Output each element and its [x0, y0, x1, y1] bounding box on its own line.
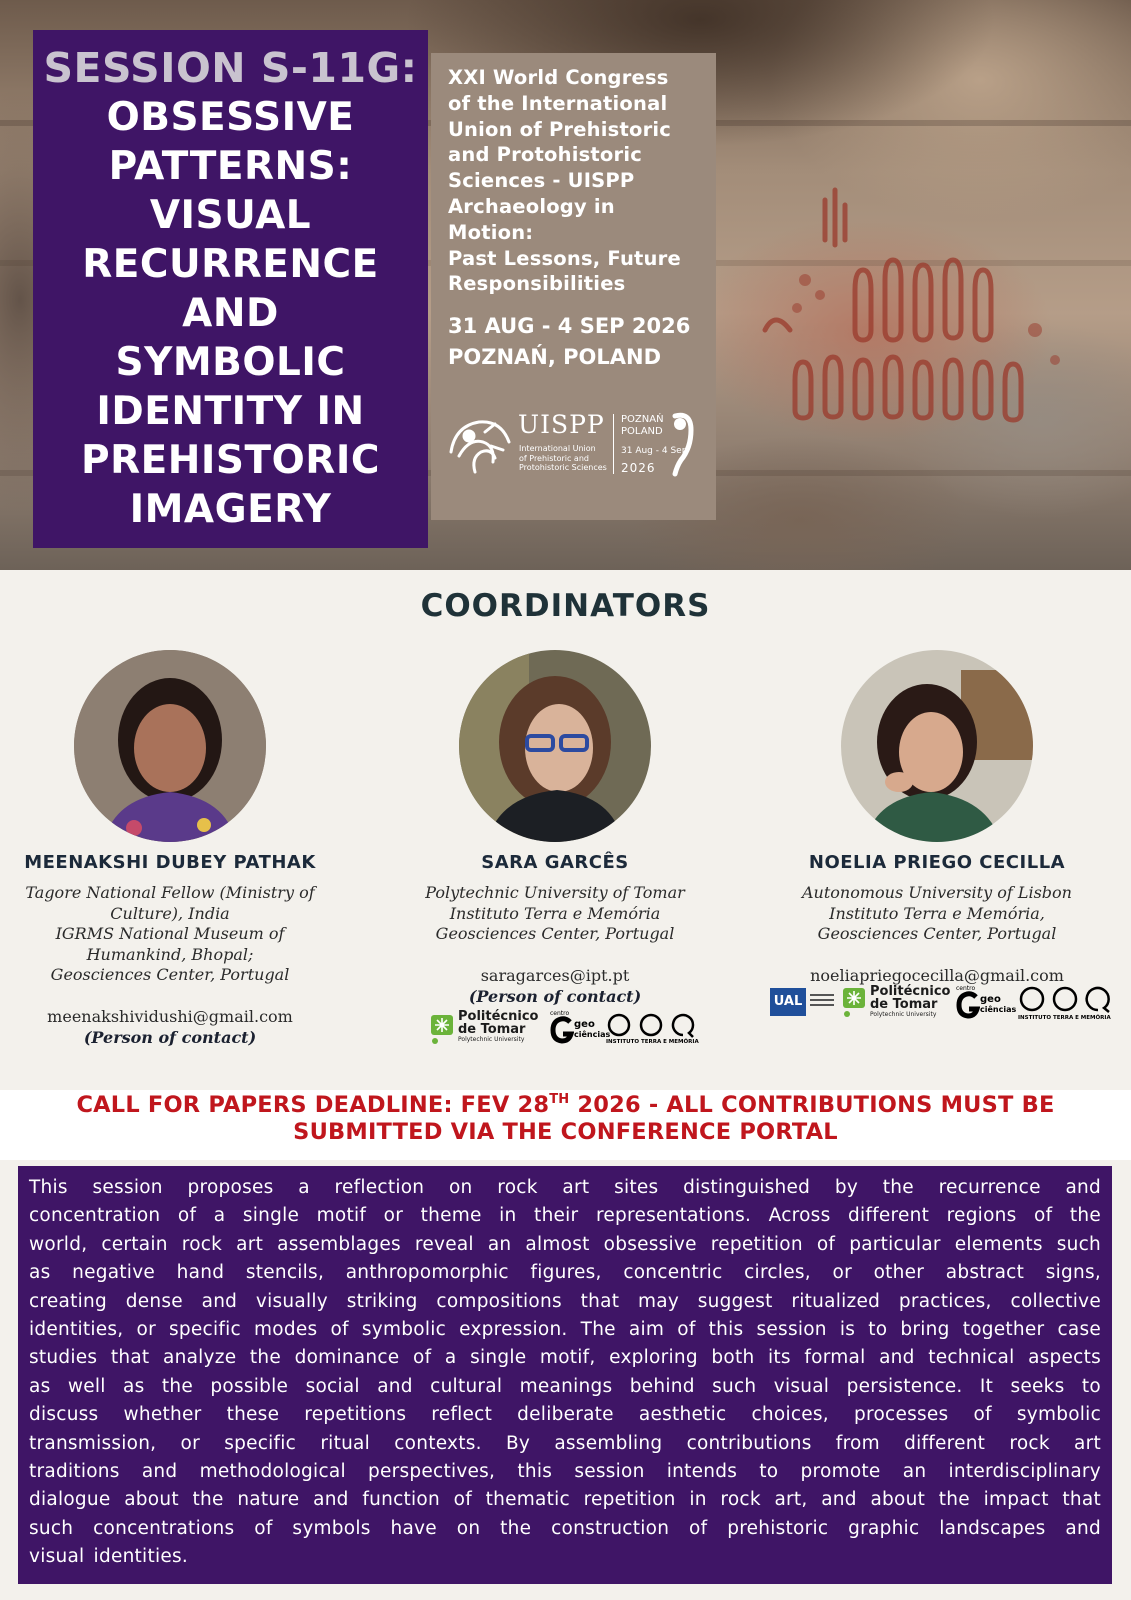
geociencias-logo	[550, 1010, 611, 1046]
ual-subtitle-lines	[810, 991, 834, 1013]
congress-place: POZNAŃ, POLAND	[448, 345, 662, 370]
abstract-line: dialogue about the nature and function of thematic repetition in rock art, and about the impact that	[29, 1489, 1101, 1511]
coordinator-email-link[interactable]: saragarces@ipt.pt	[480, 965, 630, 985]
congress-line: of the International	[448, 91, 668, 115]
ipt-name-line: de Tomar	[458, 1022, 526, 1037]
session-title-line: OBSESSIVE	[106, 95, 355, 140]
session-title-line: AND	[182, 291, 279, 336]
uispp-subtitle-line: of Prehistoric and	[519, 453, 589, 463]
geo-word-2: ciências	[574, 1030, 611, 1039]
coordinator-photo	[74, 650, 266, 842]
ipt-leaf-icon	[842, 987, 866, 1017]
geo-prefix: centro	[550, 1010, 570, 1017]
coordinator-email-link[interactable]: noeliapriegocecilla@gmail.com	[810, 965, 1064, 985]
geo-g-icon	[550, 1016, 574, 1044]
uispp-year: 2026	[621, 461, 656, 475]
abstract-line: as well as the possible social and cultural meanings behind such visual persistence. It seeks to	[29, 1375, 1101, 1397]
session-title-line: RECURRENCE	[82, 242, 379, 287]
congress-info-panel	[431, 53, 716, 520]
uispp-city-line: POZNAŃ	[621, 414, 664, 425]
coordinator-affiliation	[787, 883, 1087, 945]
affiliation-line: IGRMS National Museum of	[55, 924, 285, 943]
coordinator-card	[787, 650, 1087, 985]
cfp-submission-text: 2026 - ALL CONTRIBUTIONS MUST BE	[569, 1092, 1055, 1118]
coordinator-affiliation	[20, 883, 320, 986]
congress-line: Responsibilities	[448, 272, 626, 296]
coordinator-card	[405, 650, 705, 1006]
coordinator-name: MEENAKSHI DUBEY PATHAK	[24, 852, 316, 873]
institution-logos-row	[430, 1010, 710, 1052]
congress-line: and Protohistoric	[448, 143, 642, 167]
geo-word: geo	[980, 994, 1001, 1005]
congress-line: Union of Prehistoric	[448, 117, 672, 141]
congress-dates: 31 AUG - 4 SEP 2026	[448, 314, 691, 339]
abstract-line: concentration of a single motif or theme in their representations. Across different regions of the	[29, 1205, 1101, 1227]
session-title-panel	[33, 30, 428, 548]
affiliation-line: Culture), India	[110, 903, 230, 923]
abstract-line: identities, or specific modes of symbolic expression. The aim of this session is to bring together case	[29, 1319, 1101, 1341]
ipt-name-line: Politécnico	[458, 1009, 539, 1024]
affiliation-line: Geosciences Center, Portugal	[435, 924, 675, 943]
affiliation-line: Geosciences Center, Portugal	[817, 924, 1057, 943]
congress-line: Past Lessons, Future	[448, 246, 681, 270]
session-abstract	[18, 1166, 1112, 1584]
hero-rock-art-background	[0, 0, 1131, 570]
itm-circles-icon	[606, 1012, 698, 1038]
affiliation-line: Polytechnic University of Tomar	[425, 883, 685, 902]
affiliation-line: Instituto Terra e Memória,	[829, 903, 1045, 923]
geociencias-logo	[956, 985, 1017, 1021]
call-for-papers-deadline	[0, 1092, 1131, 1146]
abstract-line: traditions and methodological perspectives, this session intends to promote an interdisciplinary	[29, 1461, 1101, 1483]
coordinator-affiliation	[405, 883, 705, 945]
affiliation-line: Autonomous University of Lisbon	[802, 883, 1072, 902]
rock-art-motifs	[735, 130, 1095, 510]
abstract-line: visual identities.	[29, 1546, 188, 1568]
geo-prefix: centro	[956, 985, 976, 992]
institution-logos-row	[770, 985, 1120, 1027]
cfp-line: SUBMITTED VIA THE CONFERENCE PORTAL	[293, 1119, 838, 1145]
uispp-subtitle-line: Protohistoric Sciences	[519, 463, 607, 472]
session-title-line: IDENTITY IN	[96, 389, 365, 434]
uispp-hook-icon	[669, 410, 697, 478]
uispp-divider	[613, 414, 614, 474]
session-title-line: IMAGERY	[129, 487, 332, 532]
abstract-line: studies that analyze the dominance of a single motif, exploring both its formal and technical aspects	[29, 1347, 1101, 1369]
session-code: SESSION S-11G:	[43, 44, 418, 92]
contact-person-label: (Person of contact)	[83, 1027, 257, 1047]
affiliation-line: Instituto Terra e Memória	[449, 903, 661, 923]
abstract-line: transmission, or specific ritual contexts. By assembling contributions from different rock art	[29, 1432, 1101, 1454]
ipt-logo-text	[458, 1010, 538, 1044]
geo-word: geo	[574, 1019, 595, 1030]
ipt-name-line: Politécnico	[870, 984, 951, 999]
session-title-line: PREHISTORIC	[81, 438, 380, 483]
uispp-subtitle	[519, 444, 609, 473]
itm-logo-text: INSTITUTO TERRA E MEMÓRIA	[1018, 1015, 1111, 1021]
abstract-line: such concentrations of symbols have on the construction of prehistoric graphic landscapes and	[29, 1517, 1101, 1539]
cfp-line	[0, 1092, 1131, 1119]
uispp-name: UISPP	[518, 410, 605, 439]
portrait-placeholder-icon	[841, 650, 1033, 842]
congress-line: Archaeology in	[448, 194, 615, 218]
coordinator-name: NOELIA PRIEGO CECILLA	[808, 852, 1066, 873]
contact-person-label: (Person of contact)	[468, 986, 642, 1006]
congress-line: Sciences - UISPP	[448, 169, 635, 193]
abstract-line: This session proposes a reflection on rock art sites distinguished by the recurrence and	[29, 1177, 1101, 1198]
congress-line: Motion:	[448, 220, 534, 244]
congress-line: XXI World Congress	[448, 66, 669, 89]
coordinator-photo	[841, 650, 1033, 842]
ipt-name-line: de Tomar	[870, 997, 938, 1012]
coordinator-card	[20, 650, 320, 1047]
coordinator-name: SARA GARCÊS	[481, 852, 629, 873]
abstract-line: as negative hand stencils, anthropomorphic figures, concentric circles, or other abstract signs,	[29, 1262, 1101, 1284]
abstract-line: world, certain rock art assemblages reveal an almost obsessive repetition of particular elements such	[29, 1233, 1101, 1255]
ipt-logo-text	[870, 985, 950, 1019]
coordinator-photo	[459, 650, 651, 842]
abstract-line: discuss whether these repetitions reflect deliberate aesthetic choices, processes of symbolic	[29, 1404, 1101, 1426]
ipt-subtitle: Polytechnic University	[870, 1011, 937, 1018]
geo-g-icon	[956, 991, 980, 1019]
geo-word-2: ciências	[980, 1005, 1017, 1014]
session-title-line: PATTERNS:	[108, 144, 353, 189]
coordinators-heading: COORDINATORS	[420, 588, 711, 624]
ipt-subtitle: Polytechnic University	[458, 1036, 525, 1043]
uispp-dates: 31 Aug - 4 Sep	[621, 446, 688, 456]
ual-logo: UAL	[770, 988, 806, 1016]
session-title-line: VISUAL	[149, 193, 312, 238]
portrait-placeholder-icon	[459, 650, 651, 842]
itm-circles-icon	[1018, 985, 1114, 1013]
uispp-city	[621, 414, 664, 438]
uispp-emblem-icon	[445, 412, 513, 478]
affiliation-line: Geosciences Center, Portugal	[50, 965, 290, 984]
coordinator-email-link[interactable]: meenakshividushi@gmail.com	[47, 1006, 293, 1026]
itm-logo-text: INSTITUTO TERRA E MEMÓRIA	[606, 1039, 699, 1045]
session-title-line: SYMBOLIC	[115, 340, 346, 385]
affiliation-line: Humankind, Bhopal;	[86, 944, 254, 964]
ipt-leaf-icon	[430, 1014, 454, 1044]
cfp-ordinal: TH	[549, 1092, 570, 1107]
abstract-line: creating dense and visually striking compositions that may suggest ritualized practices, collective	[29, 1290, 1101, 1312]
uispp-logo	[445, 408, 703, 486]
call-for-papers-banner	[0, 1090, 1131, 1160]
uispp-subtitle-line: International Union	[519, 444, 596, 453]
uispp-city-line: POLAND	[621, 426, 663, 437]
affiliation-line: Tagore National Fellow (Ministry of	[25, 883, 315, 902]
cfp-deadline-text: CALL FOR PAPERS DEADLINE: FEV 28	[76, 1092, 550, 1118]
portrait-placeholder-icon	[74, 650, 266, 842]
